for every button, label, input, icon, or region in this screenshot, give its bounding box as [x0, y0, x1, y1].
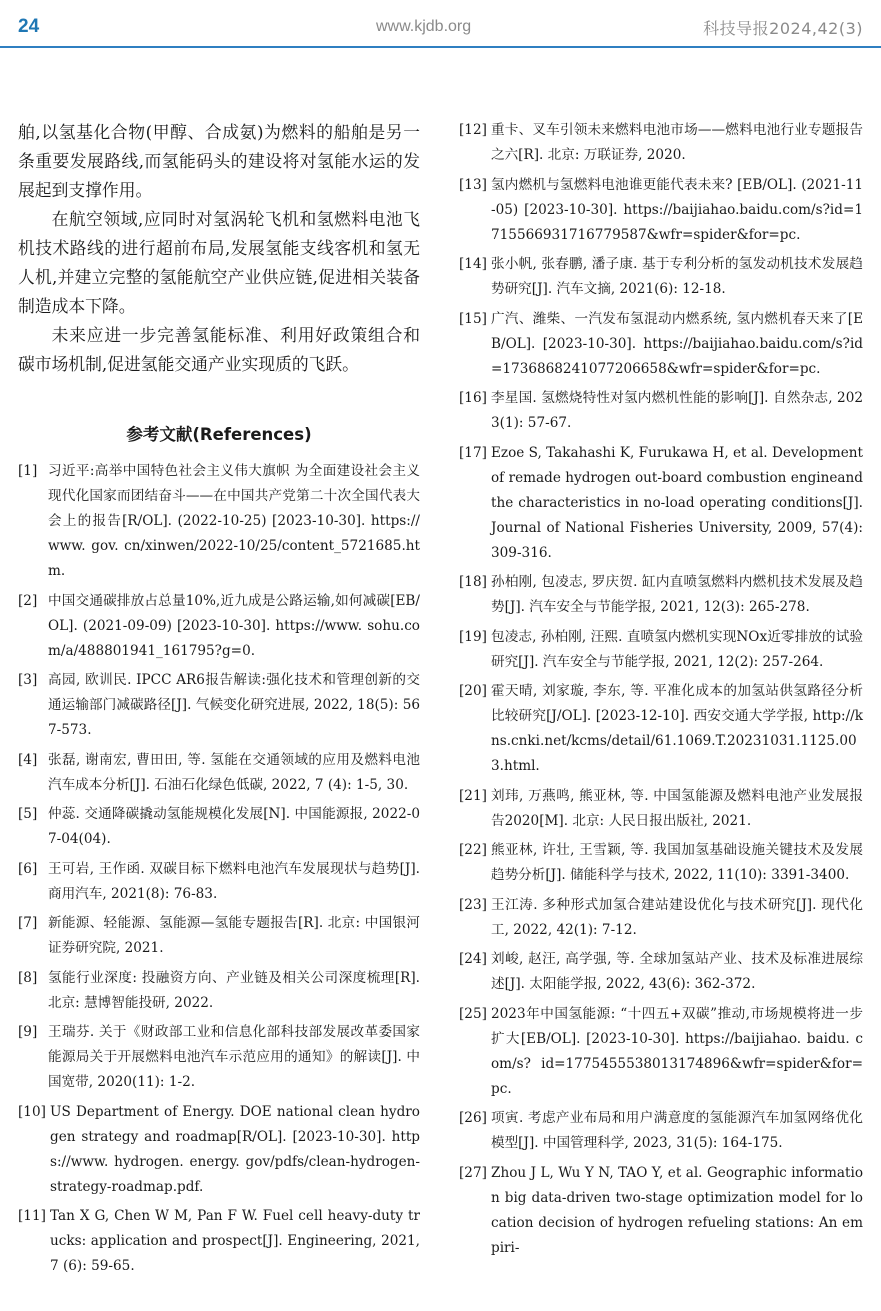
reference-number: [10]: [18, 1103, 46, 1120]
reference-text: 孙柏刚, 包凌志, 罗庆贺. 缸内直喷氢燃料内燃机技术发展及趋势[J]. 汽车安全与节能学报, 2021, 12(3): 265-278.: [491, 574, 863, 615]
reference-item: [18, 857, 420, 907]
reference-number: [3]: [18, 672, 38, 688]
journal-website: www.kjdb.org: [376, 18, 472, 35]
reference-item: [459, 307, 863, 382]
reference-item: [18, 966, 420, 1016]
reference-list-right: [459, 118, 863, 1261]
reference-text: Tan X G, Chen W M, Pan F W. Fuel cell heavy-duty trucks: application and prospect[J]. Engineering, 2021, 7 (6): 59-65.: [50, 1208, 420, 1274]
reference-number: [4]: [18, 751, 38, 768]
reference-number: [25]: [459, 1005, 487, 1022]
reference-number: [2]: [18, 592, 38, 609]
body-paragraph: 未来应进一步完善氢能标准、利用好政策组合和碳市场机制,促进氢能交通产业实现质的飞跃。: [18, 325, 420, 374]
reference-text: 王可岩, 王作函. 双碳目标下燃料电池汽车发展现状与趋势[J]. 商用汽车, 2021(8): 76-83.: [48, 860, 420, 902]
reference-text: 霍天晴, 刘家璇, 李东, 等. 平准化成本的加氢站供氢路径分析比较研究[J/OL]. [2023-12-10]. 西安交通大学学报, http://kns.cnki.net/kcms/detail/61.1069.T.20231031.1125.003.html.: [491, 683, 863, 774]
reference-number: [1]: [18, 463, 38, 479]
reference-text: 中国交通碳排放占总量10%,近九成是公路运输,如何减碳[EB/OL]. (2021-09-09) [2023-10-30]. https://www. sohu.com/a/488801941_161795?g=0.: [48, 592, 420, 659]
reference-number: [18]: [459, 574, 487, 590]
reference-list-left: [18, 459, 420, 1279]
reference-item: [459, 252, 863, 302]
reference-text: 王瑞芬. 关于《财政部工业和信息化部科技部发展改革委国家能源局关于开展燃料电池汽车示范应用的通知》的解读[J]. 中国宽带, 2020(11): 1-2.: [48, 1024, 420, 1090]
reference-item: [18, 802, 420, 852]
reference-item: [459, 784, 863, 834]
reference-item: [18, 1020, 420, 1095]
reference-item: [459, 947, 863, 997]
reference-text: 广汽、潍柴、一汽发布氢混动内燃系统, 氢内燃机春天来了[EB/OL]. [2023-10-30]. https://baijiahao.baidu.com/s?id=1736868241077206658&wfr=spider&for=pc.: [491, 310, 863, 377]
reference-item: [459, 893, 863, 943]
reference-number: [15]: [459, 310, 487, 327]
reference-text: 包凌志, 孙柏刚, 汪熙. 直喷氢内燃机实现NOx近零排放的试验研究[J]. 汽车安全与节能学报, 2021, 12(2): 257-264.: [491, 628, 863, 670]
reference-text: Zhou J L, Wu Y N, TAO Y, et al. Geographic information big data-driven two-stage optimization model for location decision of hydrogen refueling stations: An empiri-: [491, 1164, 863, 1256]
left-column: [18, 118, 420, 1284]
reference-item: [18, 748, 420, 798]
reference-item: [459, 386, 863, 436]
reference-item: [18, 668, 420, 743]
body-paragraph: 在航空领域,应同时对氢涡轮飞机和氢燃料电池飞机技术路线的进行超前布局,发展氢能支线客机和氢无人机,并建立完整的氢能航空产业供应链,促进相关装备制造成本下降。: [18, 209, 420, 316]
reference-text: 2023年中国氢能源: “十四五+双碳”推动,市场规模将进一步扩大[EB/OL]. [2023-10-30]. https://baijiahao. baidu. com/s? id=1775455538013174896&wfr=spider&for=pc.: [491, 1005, 863, 1097]
reference-number: [14]: [459, 256, 487, 272]
references-heading: 参考文献(References): [126, 425, 312, 444]
reference-number: [7]: [18, 915, 38, 931]
reference-number: [27]: [459, 1164, 487, 1181]
reference-text: 氢内燃机与氢燃料电池谁更能代表未来? [EB/OL]. (2021-11-05) [2023-10-30]. https://baijiahao.baidu.com/s?id=1715566931716779587&wfr=spider&for=pc.: [491, 176, 863, 243]
reference-item: [18, 459, 420, 584]
reference-number: [12]: [459, 122, 487, 138]
reference-text: 张磊, 谢南宏, 曹田田, 等. 氢能在交通领域的应用及燃料电池汽车成本分析[J]. 石油石化绿色低碳, 2022, 7 (4): 1-5, 30.: [48, 751, 420, 793]
reference-number: [19]: [459, 628, 487, 645]
reference-item: [459, 838, 863, 888]
reference-number: [22]: [459, 842, 487, 858]
reference-text: 王江涛. 多种形式加氢合建站建设优化与技术研究[J]. 现代化工, 2022, 42(1): 7-12.: [491, 896, 863, 938]
reference-text: 刘峻, 赵汪, 高学强, 等. 全球加氢站产业、技术及标准进展综述[J]. 太阳能学报, 2022, 43(6): 362-372.: [491, 951, 863, 992]
reference-number: [21]: [459, 787, 487, 804]
reference-text: Ezoe S, Takahashi K, Furukawa H, et al. Development of remade hydrogen out-board combustion engineand the characteristics in no-load operating conditions[J]. Journal of National Fisheries University, 2009, 57(4): 309-316.: [491, 444, 863, 561]
reference-text: 项寅. 考虑产业布局和用户满意度的氢能源汽车加氢网络优化模型[J]. 中国管理科学, 2023, 31(5): 164-175.: [491, 1110, 863, 1151]
reference-text: 仲蕊. 交通降碳撬动氢能规模化发展[N]. 中国能源报, 2022-07-04(04).: [48, 806, 420, 847]
reference-item: [18, 1204, 420, 1279]
reference-item: [459, 173, 863, 248]
reference-item: [18, 911, 420, 961]
reference-number: [5]: [18, 806, 38, 822]
reference-item: [18, 1100, 420, 1200]
reference-number: [20]: [459, 683, 487, 699]
reference-number: [9]: [18, 1024, 38, 1040]
right-column: [459, 118, 863, 1265]
reference-item: [459, 679, 863, 779]
reference-number: [17]: [459, 444, 487, 461]
reference-item: [18, 589, 420, 664]
reference-number: [26]: [459, 1110, 487, 1126]
reference-text: 氢能行业深度: 投融资方向、产业链及相关公司深度梳理[R]. 北京: 慧博智能投研, 2022.: [48, 969, 420, 1011]
reference-number: [13]: [459, 176, 487, 193]
journal-issue: 科技导报2024,42(3): [703, 19, 863, 38]
reference-text: 李星国. 氢燃烧特性对氢内燃机性能的影响[J]. 自然杂志, 2023(1): 57-67.: [491, 390, 863, 431]
page-number: 24: [18, 16, 40, 37]
reference-number: [23]: [459, 896, 487, 913]
reference-text: 刘玮, 万燕鸣, 熊亚林, 等. 中国氢能源及燃料电池产业发展报告2020[M]. 北京: 人民日报出版社, 2021.: [491, 787, 863, 829]
reference-number: [6]: [18, 860, 38, 877]
reference-text: 新能源、轻能源、氢能源—氢能专题报告[R]. 北京: 中国银河证券研究院, 2021.: [48, 915, 420, 956]
reference-item: [459, 625, 863, 675]
reference-text: 习近平:高举中国特色社会主义伟大旗帜 为全面建设社会主义现代化国家而团结奋斗——在中国共产党第二十次全国代表大会上的报告[R/OL]. (2022-10-25) [2023-10-30]. https://www. gov. cn/xinwen/2022-10/25/content_5721685.htm.: [48, 463, 420, 579]
reference-item: [459, 441, 863, 566]
reference-number: [8]: [18, 969, 38, 986]
reference-text: 重卡、叉车引领未来燃料电池市场——燃料电池行业专题报告之六[R]. 北京: 万联证券, 2020.: [491, 122, 863, 163]
reference-text: 高园, 欧训民. IPCC AR6报告解读:强化技术和管理创新的交通运输部门减碳路径[J]. 气候变化研究进展, 2022, 18(5): 567-573.: [48, 672, 420, 738]
reference-text: US Department of Energy. DOE national clean hydrogen strategy and roadmap[R/OL]. [2023-10-30]. https://www. hydrogen. energy. gov/pdfs/clean-hydrogen-strategy-roadmap.pdf.: [50, 1103, 420, 1195]
reference-item: [459, 118, 863, 168]
header-rule: [0, 46, 881, 48]
reference-number: [24]: [459, 951, 487, 967]
reference-item: [459, 1161, 863, 1261]
page-header: [0, 0, 881, 50]
reference-item: [459, 1002, 863, 1102]
reference-text: 熊亚林, 许壮, 王雪颖, 等. 我国加氢基础设施关键技术及发展趋势分析[J]. 储能科学与技术, 2022, 11(10): 3391-3400.: [491, 842, 863, 883]
reference-number: [11]: [18, 1208, 46, 1224]
reference-number: [16]: [459, 390, 487, 406]
reference-text: 张小帆, 张春鹏, 潘子康. 基于专利分析的氢发动机技术发展趋势研究[J]. 汽车文摘, 2021(6): 12-18.: [491, 256, 863, 297]
reference-item: [459, 1106, 863, 1156]
reference-item: [459, 570, 863, 620]
body-paragraph: 舶,以氢基化合物(甲醇、合成氨)为燃料的船舶是另一条重要发展路线,而氢能码头的建设将对氢能水运的发展起到支撑作用。: [18, 122, 420, 200]
